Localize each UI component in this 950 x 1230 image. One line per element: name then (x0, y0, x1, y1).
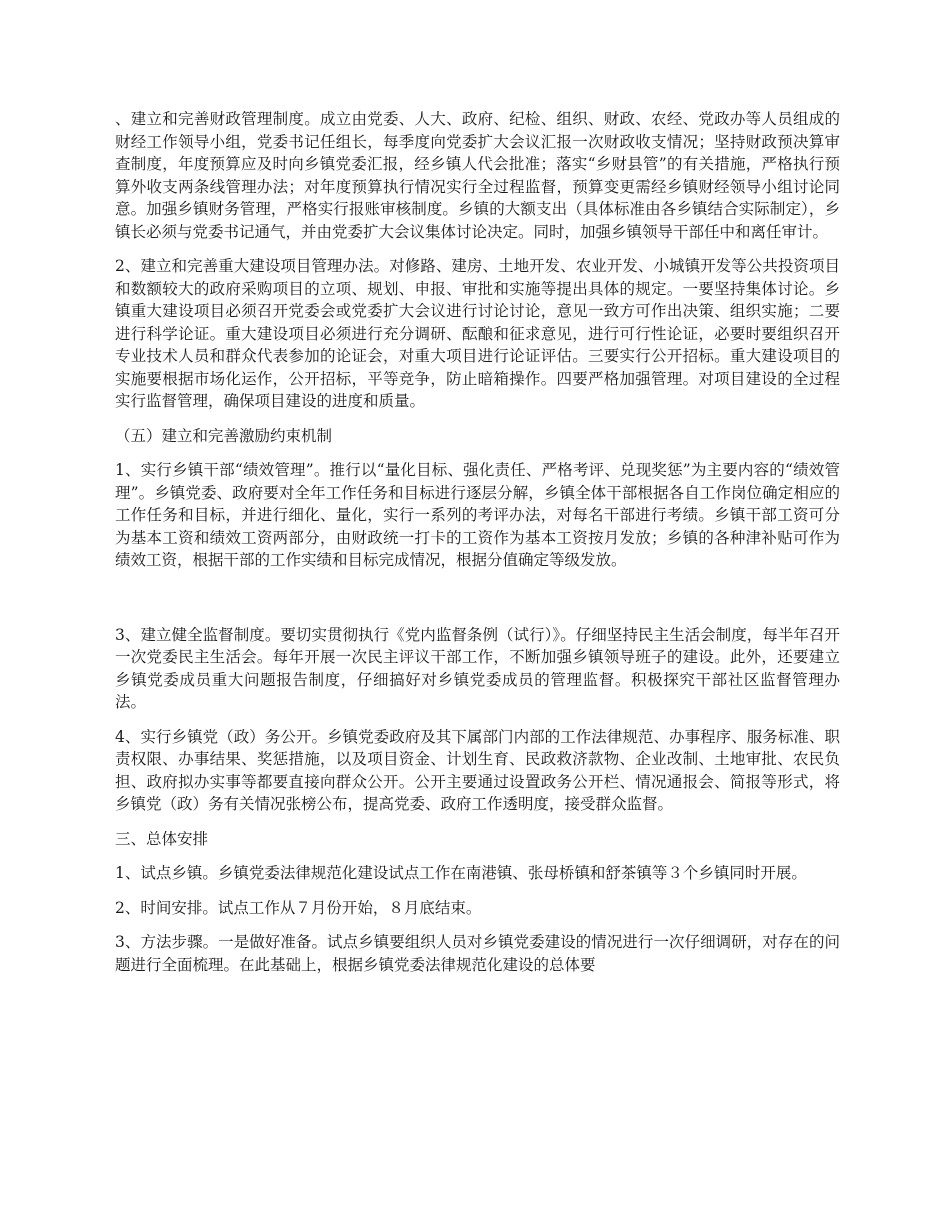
paragraph-pilot-towns: 1、试点乡镇。乡镇党委法律规范化建设试点工作在南港镇、张母桥镇和舒茶镇等３个乡镇同时开展。 (115, 864, 807, 882)
paragraph-major-projects: 2、建立和完善重大建设项目管理办法。对修路、建房、土地开发、农业开发、小城镇开发等公共投资项目和数额较大的政府采购项目的立项、规划、申报、审批和实施等提出具体的规定。一要坚持集体讨论。乡镇重大建设项目必须召开党委会或党委扩大会议进行讨论讨论，意见一致方可作出决策、组织实施；二要进行科学论证。重大建设项目必须进行充分调研、酝酿和征求意见，进行可行性论证，必要时要组织召开专业技术人员和群众代表参加的论证会，对重大项目进行论证评估。三要实行公开招标。重大建设项目的实施要根据市场化运作，公开招标，平等竞争，防止暗箱操作。四要严格加强管理。对项目建设的全过程实行监督管理，确保项目建设的进度和质量。 (115, 257, 840, 410)
paragraph-schedule: 2、时间安排。试点工作从７月份开始，８月底结束。 (115, 898, 482, 917)
document-page (115, 108, 840, 988)
paragraph-affairs-disclosure: 4、实行乡镇党（政）务公开。乡镇党委政府及其下属部门内部的工作法律规范、办事程序、服务标准、职责权限、办事结果、奖惩措施，以及项目资金、计划生育、民政救济款物、企业改制、土地审批、农民负担、政府拟办实事等都要直接向群众公开。公开主要通过设置政务公开栏、情况通报会、简报等形式，将乡镇党（政）务有关情况张榜公布，提高党委、政府工作透明度，接受群众监督。 (115, 727, 840, 813)
blank-gap (115, 584, 840, 624)
paragraph-method-steps: 3、方法步骤。一是做好准备。试点乡镇要组织人员对乡镇党委建设的情况进行一次仔细调研，对存在的问题进行全面梳理。在此基础上，根据乡镇党委法律规范化建设的总体要 (115, 933, 840, 974)
section-heading-incentive: （五）建立和完善激励约束机制 (115, 426, 333, 445)
paragraph-supervision-system: 3、建立健全监督制度。要切实贯彻执行《党内监督条例（试行）》。仔细坚持民主生活会制度，每半年召开一次党委民主生活会。每年开展一次民主评议干部工作，不断加强乡镇领导班子的建设。此外，还要建立乡镇党委成员重大问题报告制度，仔细搞好对乡镇党委成员的管理监督。积极探究干部社区监督管理办法。 (115, 625, 840, 711)
paragraph-finance-system: 、建立和完善财政管理制度。成立由党委、人大、政府、纪检、组织、财政、农经、党政办等人员组成的财经工作领导小组，党委书记任组长，每季度向党委扩大会议汇报一次财政收支情况；坚持财政预决算审查制度，年度预算应及时向乡镇党委汇报，经乡镇人代会批准；落实“乡财县管”的有关措施，严格执行预算外收支两条线管理办法；对年度预算执行情况实行全过程监督，预算变更需经乡镇财经领导小组讨论同意。加强乡镇财务管理，严格实行报账审核制度。乡镇的大额支出（具体标准由各乡镇结合实际制定），乡镇长必须与党委书记通气，并由党委扩大会议集体讨论决定。同时，加强乡镇领导干部任中和离任审计。 (115, 110, 840, 241)
paragraph-performance-management: 1、实行乡镇干部“绩效管理”。推行以“量化目标、强化责任、严格考评、兑现奖惩”为主要内容的“绩效管理”。乡镇党委、政府要对全年工作任务和目标进行逐层分解，乡镇全体干部根据各自工作岗位确定相应的工作任务和目标，并进行细化、量化，实行一系列的考评办法，对每名干部进行考绩。乡镇干部工资可分为基本工资和绩效工资两部分，由财政统一打卡的工资作为基本工资按月发放；乡镇的各种津补贴可作为绩效工资，根据干部的工作实绩和目标完成情况，根据分值确定等级发放。 (115, 461, 840, 569)
section-heading-overall-arrangement: 三、总体安排 (115, 829, 209, 848)
